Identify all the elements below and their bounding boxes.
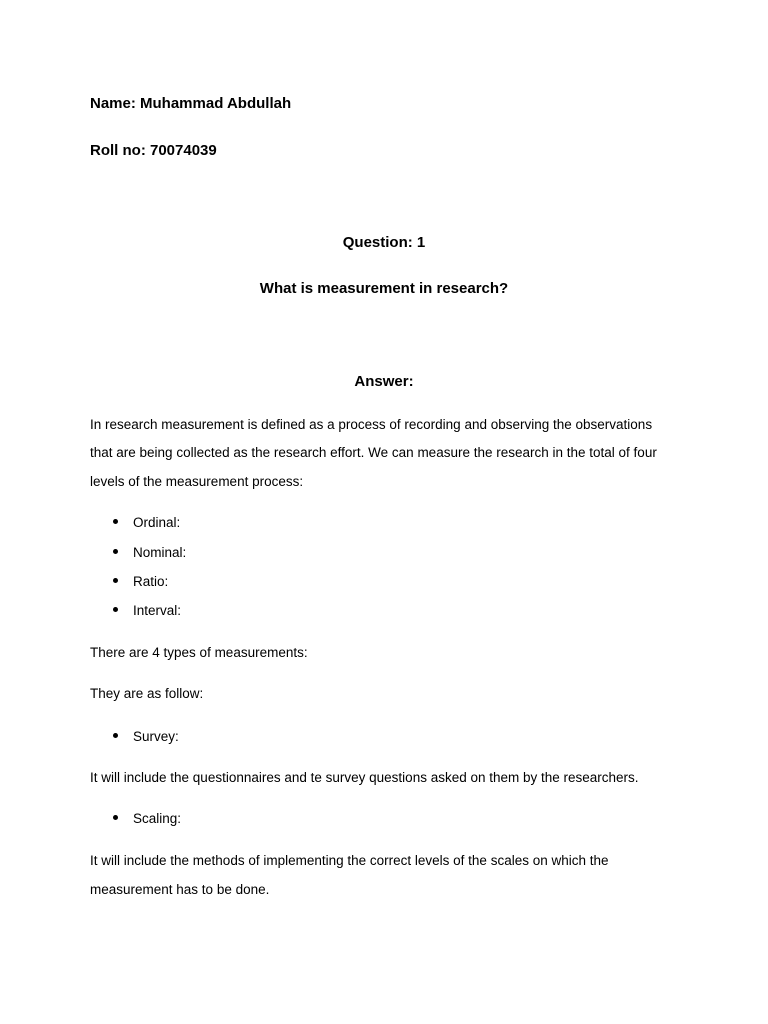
list-item-label: Nominal: xyxy=(133,545,187,560)
bullet-icon xyxy=(113,549,118,554)
list-item-label: Ordinal: xyxy=(133,515,181,530)
paragraph-line: that are being collected as the research effort. We can measure the research in the total of four xyxy=(90,445,657,460)
paragraph-line: levels of the measurement process: xyxy=(90,474,304,489)
scaling-description-line: measurement has to be done. xyxy=(90,882,270,897)
bullet-icon xyxy=(113,519,118,524)
list-item xyxy=(113,575,168,589)
bullet-icon xyxy=(113,578,118,583)
list-item xyxy=(113,730,179,744)
survey-description: It will include the questionnaires and te survey questions asked on them by the researchers. xyxy=(90,770,639,785)
bullet-icon xyxy=(113,733,118,738)
list-item xyxy=(113,546,186,560)
roll-number: Roll no: 70074039 xyxy=(90,142,217,159)
question-number: Question: 1 xyxy=(342,234,426,251)
list-item-label: Ratio: xyxy=(133,574,169,589)
list-item xyxy=(113,604,181,618)
bullet-icon xyxy=(113,815,118,820)
student-name: Name: Muhammad Abdullah xyxy=(90,95,292,112)
bullet-icon xyxy=(113,607,118,612)
list-item xyxy=(113,812,181,826)
answer-heading: Answer: xyxy=(354,373,414,390)
list-item xyxy=(113,516,180,530)
question-text: What is measurement in research? xyxy=(259,280,509,297)
paragraph-line: In research measurement is defined as a process of recording and observing the observations xyxy=(90,417,653,432)
follow-line: They are as follow: xyxy=(90,686,204,701)
types-line: There are 4 types of measurements: xyxy=(90,645,308,660)
scaling-description-line: It will include the methods of implementing the correct levels of the scales on which the xyxy=(90,853,609,868)
list-item-label: Survey: xyxy=(133,729,179,744)
list-item-label: Scaling: xyxy=(133,811,182,826)
list-item-label: Interval: xyxy=(133,603,182,618)
